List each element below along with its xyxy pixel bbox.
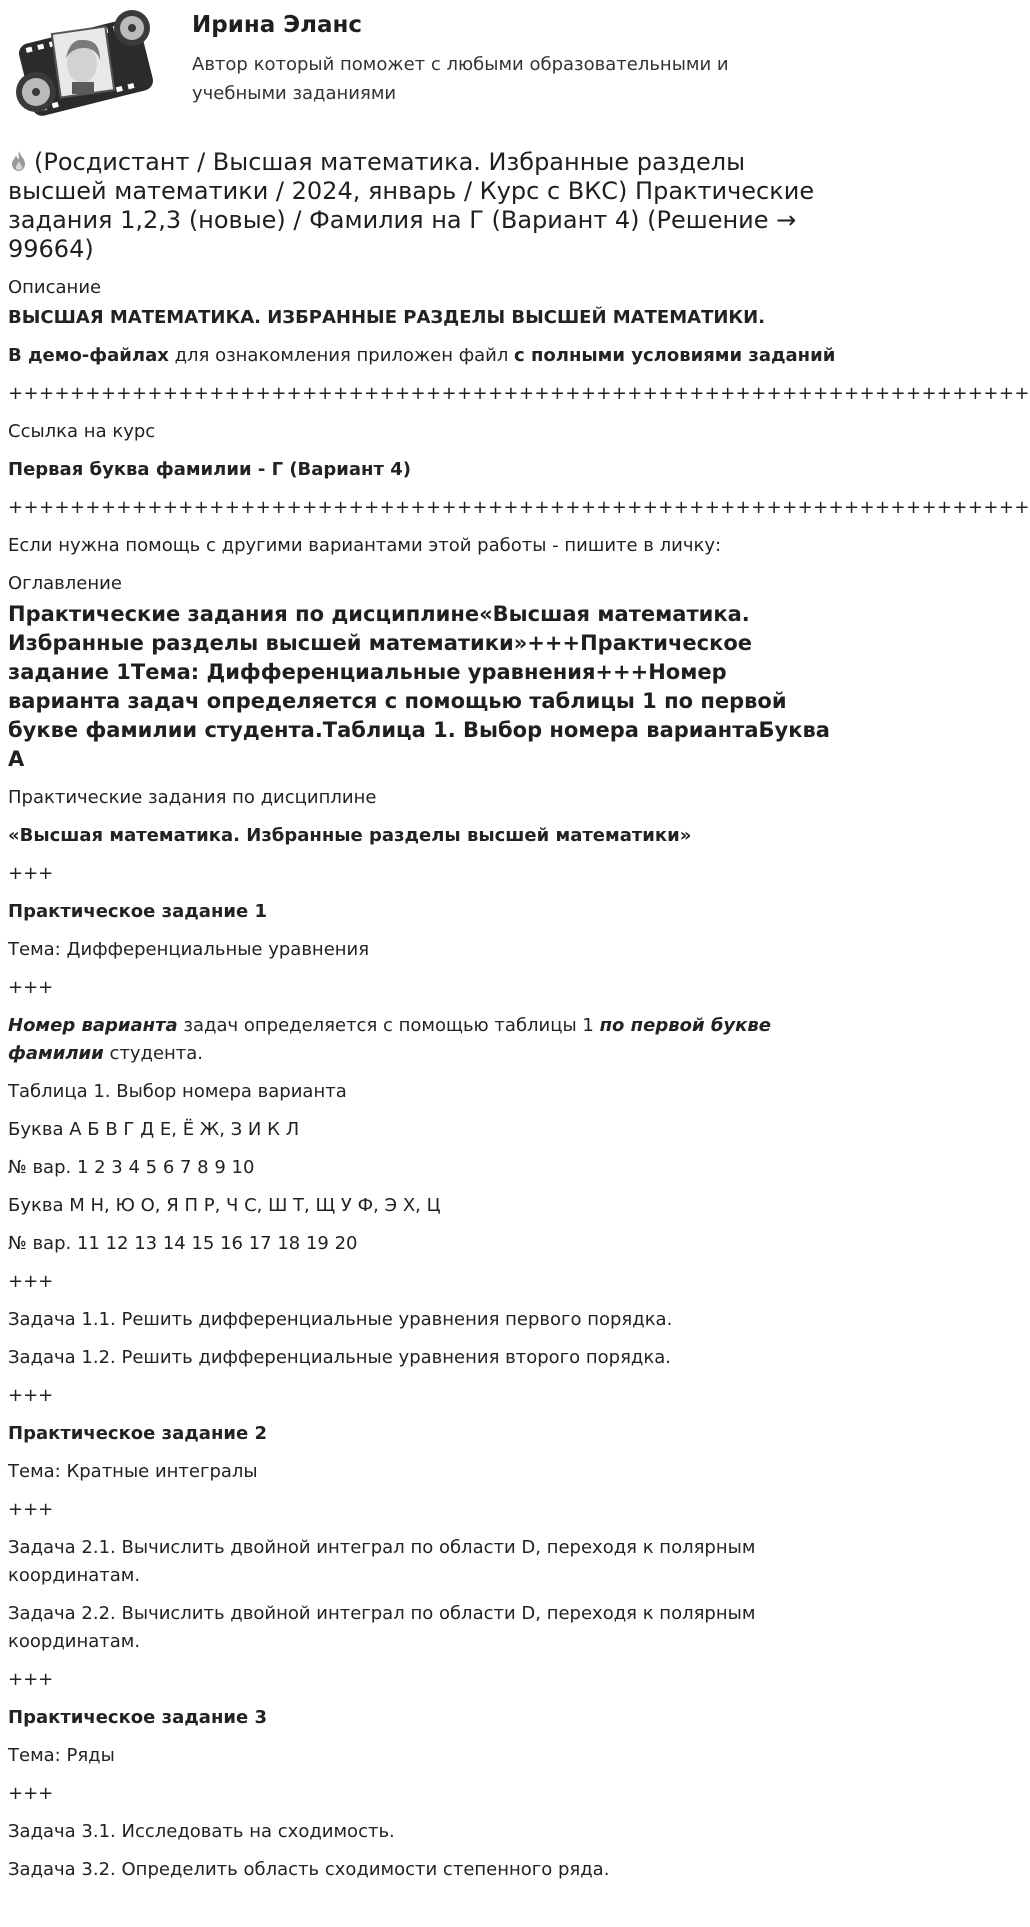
description-label: Описание xyxy=(8,277,102,298)
author-description: Автор который поможет с любыми образовательными и учебными заданиями xyxy=(192,54,729,104)
task3-title: Практическое задание 3 xyxy=(8,1707,267,1728)
variant-text-1: задач определяется с помощью таблицы 1 xyxy=(177,1015,600,1036)
practical-intro: Практические задания по дисциплине xyxy=(8,787,377,808)
author-card xyxy=(8,0,839,140)
task-3-1: Задача 3.1. Исследовать на сходимость. xyxy=(8,1821,395,1842)
fire-icon xyxy=(8,150,30,172)
task2-topic: Тема: Кратные интегралы xyxy=(8,1461,258,1482)
toc-label: Оглавление xyxy=(8,573,122,594)
separator: +++ xyxy=(8,1499,54,1520)
table-row-letters-2: Буква М Н, Ю О, Я П Р, Ч С, Ш Т, Щ У Ф, Э Х, Ц xyxy=(8,1195,441,1216)
variant-text-2: студента. xyxy=(103,1043,204,1064)
task1-topic: Тема: Дифференциальные уравнения xyxy=(8,939,370,960)
demo-bold-1: В демо-файлах xyxy=(8,345,169,366)
variant-rule xyxy=(8,1012,839,1068)
table-row-letters-1: Буква А Б В Г Д Е, Ё Ж, З И К Л xyxy=(8,1119,300,1140)
separator: +++ xyxy=(8,1271,54,1292)
demo-files-note xyxy=(8,342,839,370)
separator: +++ xyxy=(8,863,54,884)
task2-title: Практическое задание 2 xyxy=(8,1423,267,1444)
subject-heading: ВЫСШАЯ МАТЕМАТИКА. ИЗБРАННЫЕ РАЗДЕЛЫ ВЫСШЕЙ МАТЕМАТИКИ. xyxy=(8,307,766,328)
task-2-1: Задача 2.1. Вычислить двойной интеграл по области D, переходя к полярным координатам. xyxy=(8,1537,756,1586)
author-avatar[interactable] xyxy=(14,8,158,126)
separator: +++ xyxy=(8,977,54,998)
task1-title: Практическое задание 1 xyxy=(8,901,267,922)
demo-text: для ознакомления приложен файл xyxy=(168,345,515,366)
task-1-1: Задача 1.1. Решить дифференциальные уравнения первого порядка. xyxy=(8,1309,673,1330)
variant-line: Первая буква фамилии - Г (Вариант 4) xyxy=(8,459,411,480)
variant-bold-2: по первой букве фамилии xyxy=(8,1015,771,1064)
table-row-numbers-1: № вар. 1 2 3 4 5 6 7 8 9 10 xyxy=(8,1157,255,1178)
help-line: Если нужна помощь с другими вариантами этой работы - пишите в личку: xyxy=(8,535,722,556)
page-title xyxy=(8,148,839,264)
separator: +++ xyxy=(8,1783,54,1804)
task-2-2: Задача 2.2. Вычислить двойной интеграл по области D, переходя к полярным координатам. xyxy=(8,1603,756,1652)
task-1-2: Задача 1.2. Решить дифференциальные уравнения второго порядка. xyxy=(8,1347,671,1368)
table-title: Таблица 1. Выбор номера варианта xyxy=(8,1081,347,1102)
plus-divider: ++++++++++++++++++++++++++++++++++++++++++++++++++++++++++++++++++ xyxy=(8,383,1030,404)
page-title-text: (Росдистант / Высшая математика. Избранные разделы высшей математики / 2024, январь / Курс с ВКС) Практические задания 1,2,3 (новые) / Фамилия на Г (Вариант 4) (Решение → 99664) xyxy=(8,148,815,263)
discipline-name: «Высшая математика. Избранные разделы высшей математики» xyxy=(8,825,692,846)
demo-bold-2: с полными условиями заданий xyxy=(514,345,836,366)
variant-bold-1: Номер варианта xyxy=(8,1015,178,1036)
course-link[interactable]: Ссылка на курс xyxy=(8,421,156,442)
separator: +++ xyxy=(8,1385,54,1406)
toc-heading: Практические задания по дисциплине«Высшая математика. Избранные разделы высшей математики»+++Практическое задание 1Тема: Дифференциальные уравнения+++Номер варианта задач определяется с помощью таблицы 1 по первой букве фамилии студента.Таблица 1. Выбор номера вариантаБуква А xyxy=(8,602,830,771)
plus-divider: ++++++++++++++++++++++++++++++++++++++++++++++++++++++++++++++++++ xyxy=(8,497,1030,518)
task3-topic: Тема: Ряды xyxy=(8,1745,115,1766)
author-name[interactable]: Ирина Эланс xyxy=(192,12,363,38)
task-3-2: Задача 3.2. Определить область сходимости степенного ряда. xyxy=(8,1859,610,1880)
separator: +++ xyxy=(8,1669,54,1690)
table-row-numbers-2: № вар. 11 12 13 14 15 16 17 18 19 20 xyxy=(8,1233,358,1254)
